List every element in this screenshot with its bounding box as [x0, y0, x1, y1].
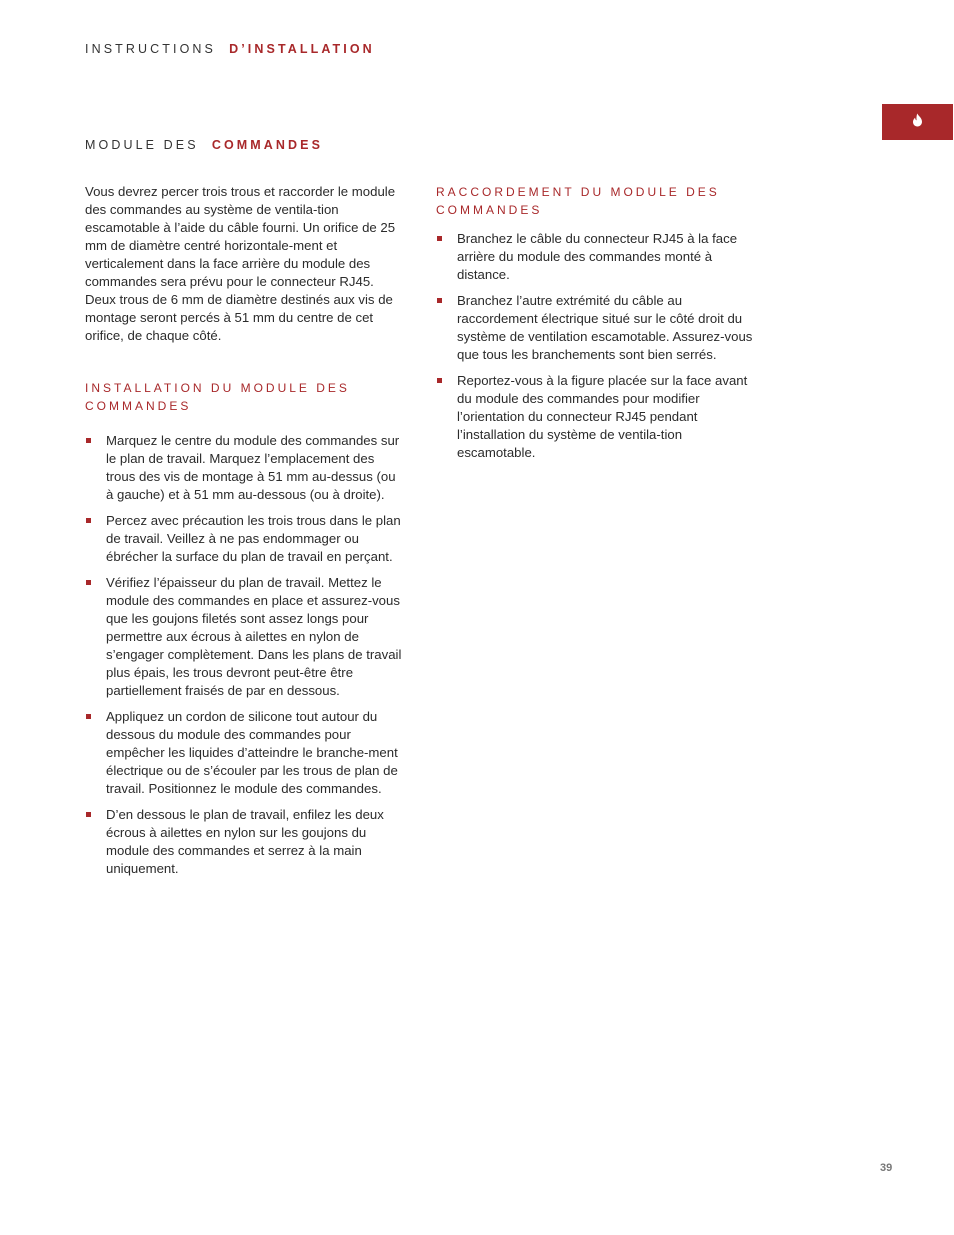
list-item-text: Appliquez un cordon de silicone tout autour du dessous du module des commandes pour empêcher les liquides d’atteindre le branche-ment électrique ou de s’écouler par les trous de plan de travail. Positionnez le module des commandes.	[106, 709, 398, 796]
running-header	[85, 42, 375, 56]
list-item	[85, 708, 405, 798]
bullet-square-icon	[86, 518, 91, 523]
intro-paragraph: Vous devrez percer trois trous et raccorder le module des commandes au système de ventila-tion escamotable à l’aide du câble fourni. Un orifice de 25 mm de diamètre centré horizontale-ment et verticalement dans la face arrière du module des commandes sera prévu pour le connecteur RJ45. Deux trous de 6 mm de diamètre destinés aux vis de montage seront percés à 51 mm du centre de cet orifice, de chaque côté.	[85, 184, 396, 343]
list-item	[436, 372, 756, 462]
installation-subhead: INSTALLATION DU MODULE DES COMMANDES	[85, 381, 350, 413]
list-item-text: Marquez le centre du module des commandes sur le plan de travail. Marquez l’emplacement des trous des vis de montage à 51 mm au-dessus (ou à gauche) et à 51 mm au-dessous (ou à droite).	[106, 433, 400, 502]
bullet-square-icon	[86, 812, 91, 817]
bullet-square-icon	[437, 378, 442, 383]
left-column	[85, 183, 405, 886]
list-item	[85, 432, 405, 504]
list-item-text: D’en dessous le plan de travail, enfilez les deux écrous à ailettes en nylon sur les goujons du module des commandes et serrez à la main uniquement.	[106, 807, 384, 876]
bullet-square-icon	[437, 236, 442, 241]
list-item-text: Percez avec précaution les trois trous dans le plan de travail. Veillez à ne pas endommager ou ébrécher la surface du plan de travail en perçant.	[106, 513, 401, 564]
list-item-text: Vérifiez l’épaisseur du plan de travail. Mettez le module des commandes en place et assurez-vous que les goujons filetés sont assez longs pour permettre aux écrous à ailettes en nylon de s’engager complètement. Dans les plans de travail plus épais, les trous devront peut-être être partiellement fraisés de par en dessous.	[106, 575, 402, 698]
section-title	[85, 138, 323, 152]
list-item-text: Branchez le câble du connecteur RJ45 à la face arrière du module des commandes monté à distance.	[457, 231, 738, 282]
bullet-square-icon	[437, 298, 442, 303]
running-header-label: INSTRUCTIONS	[85, 42, 216, 56]
right-column	[436, 183, 756, 470]
bullet-square-icon	[86, 580, 91, 585]
list-item	[436, 292, 756, 364]
installation-steps	[85, 432, 405, 878]
flame-icon	[912, 113, 923, 127]
section-tab	[882, 104, 953, 140]
list-item	[85, 512, 405, 566]
list-item-text: Branchez l’autre extrémité du câble au raccordement électrique situé sur le côté droit du système de ventilation escamotable. Assurez-vous que tous les branchements sont bien serrés.	[457, 293, 753, 362]
page-number: 39	[880, 1162, 893, 1174]
bullet-square-icon	[86, 438, 91, 443]
running-header-accent: D’INSTALLATION	[229, 42, 375, 56]
section-title-accent: COMMANDES	[211, 138, 324, 152]
list-item	[436, 230, 756, 284]
bullet-square-icon	[86, 714, 91, 719]
list-item	[85, 574, 405, 700]
connection-subhead: RACCORDEMENT DU MODULE DES COMMANDES	[436, 185, 720, 217]
connection-steps	[436, 230, 756, 462]
list-item	[85, 806, 405, 878]
list-item-text: Reportez-vous à la figure placée sur la face avant du module des commandes pour modifier l’orientation du connecteur RJ45 pendant l’installation du système de ventila-tion escamotable.	[457, 373, 748, 460]
section-title-label: MODULE DES	[85, 138, 199, 152]
